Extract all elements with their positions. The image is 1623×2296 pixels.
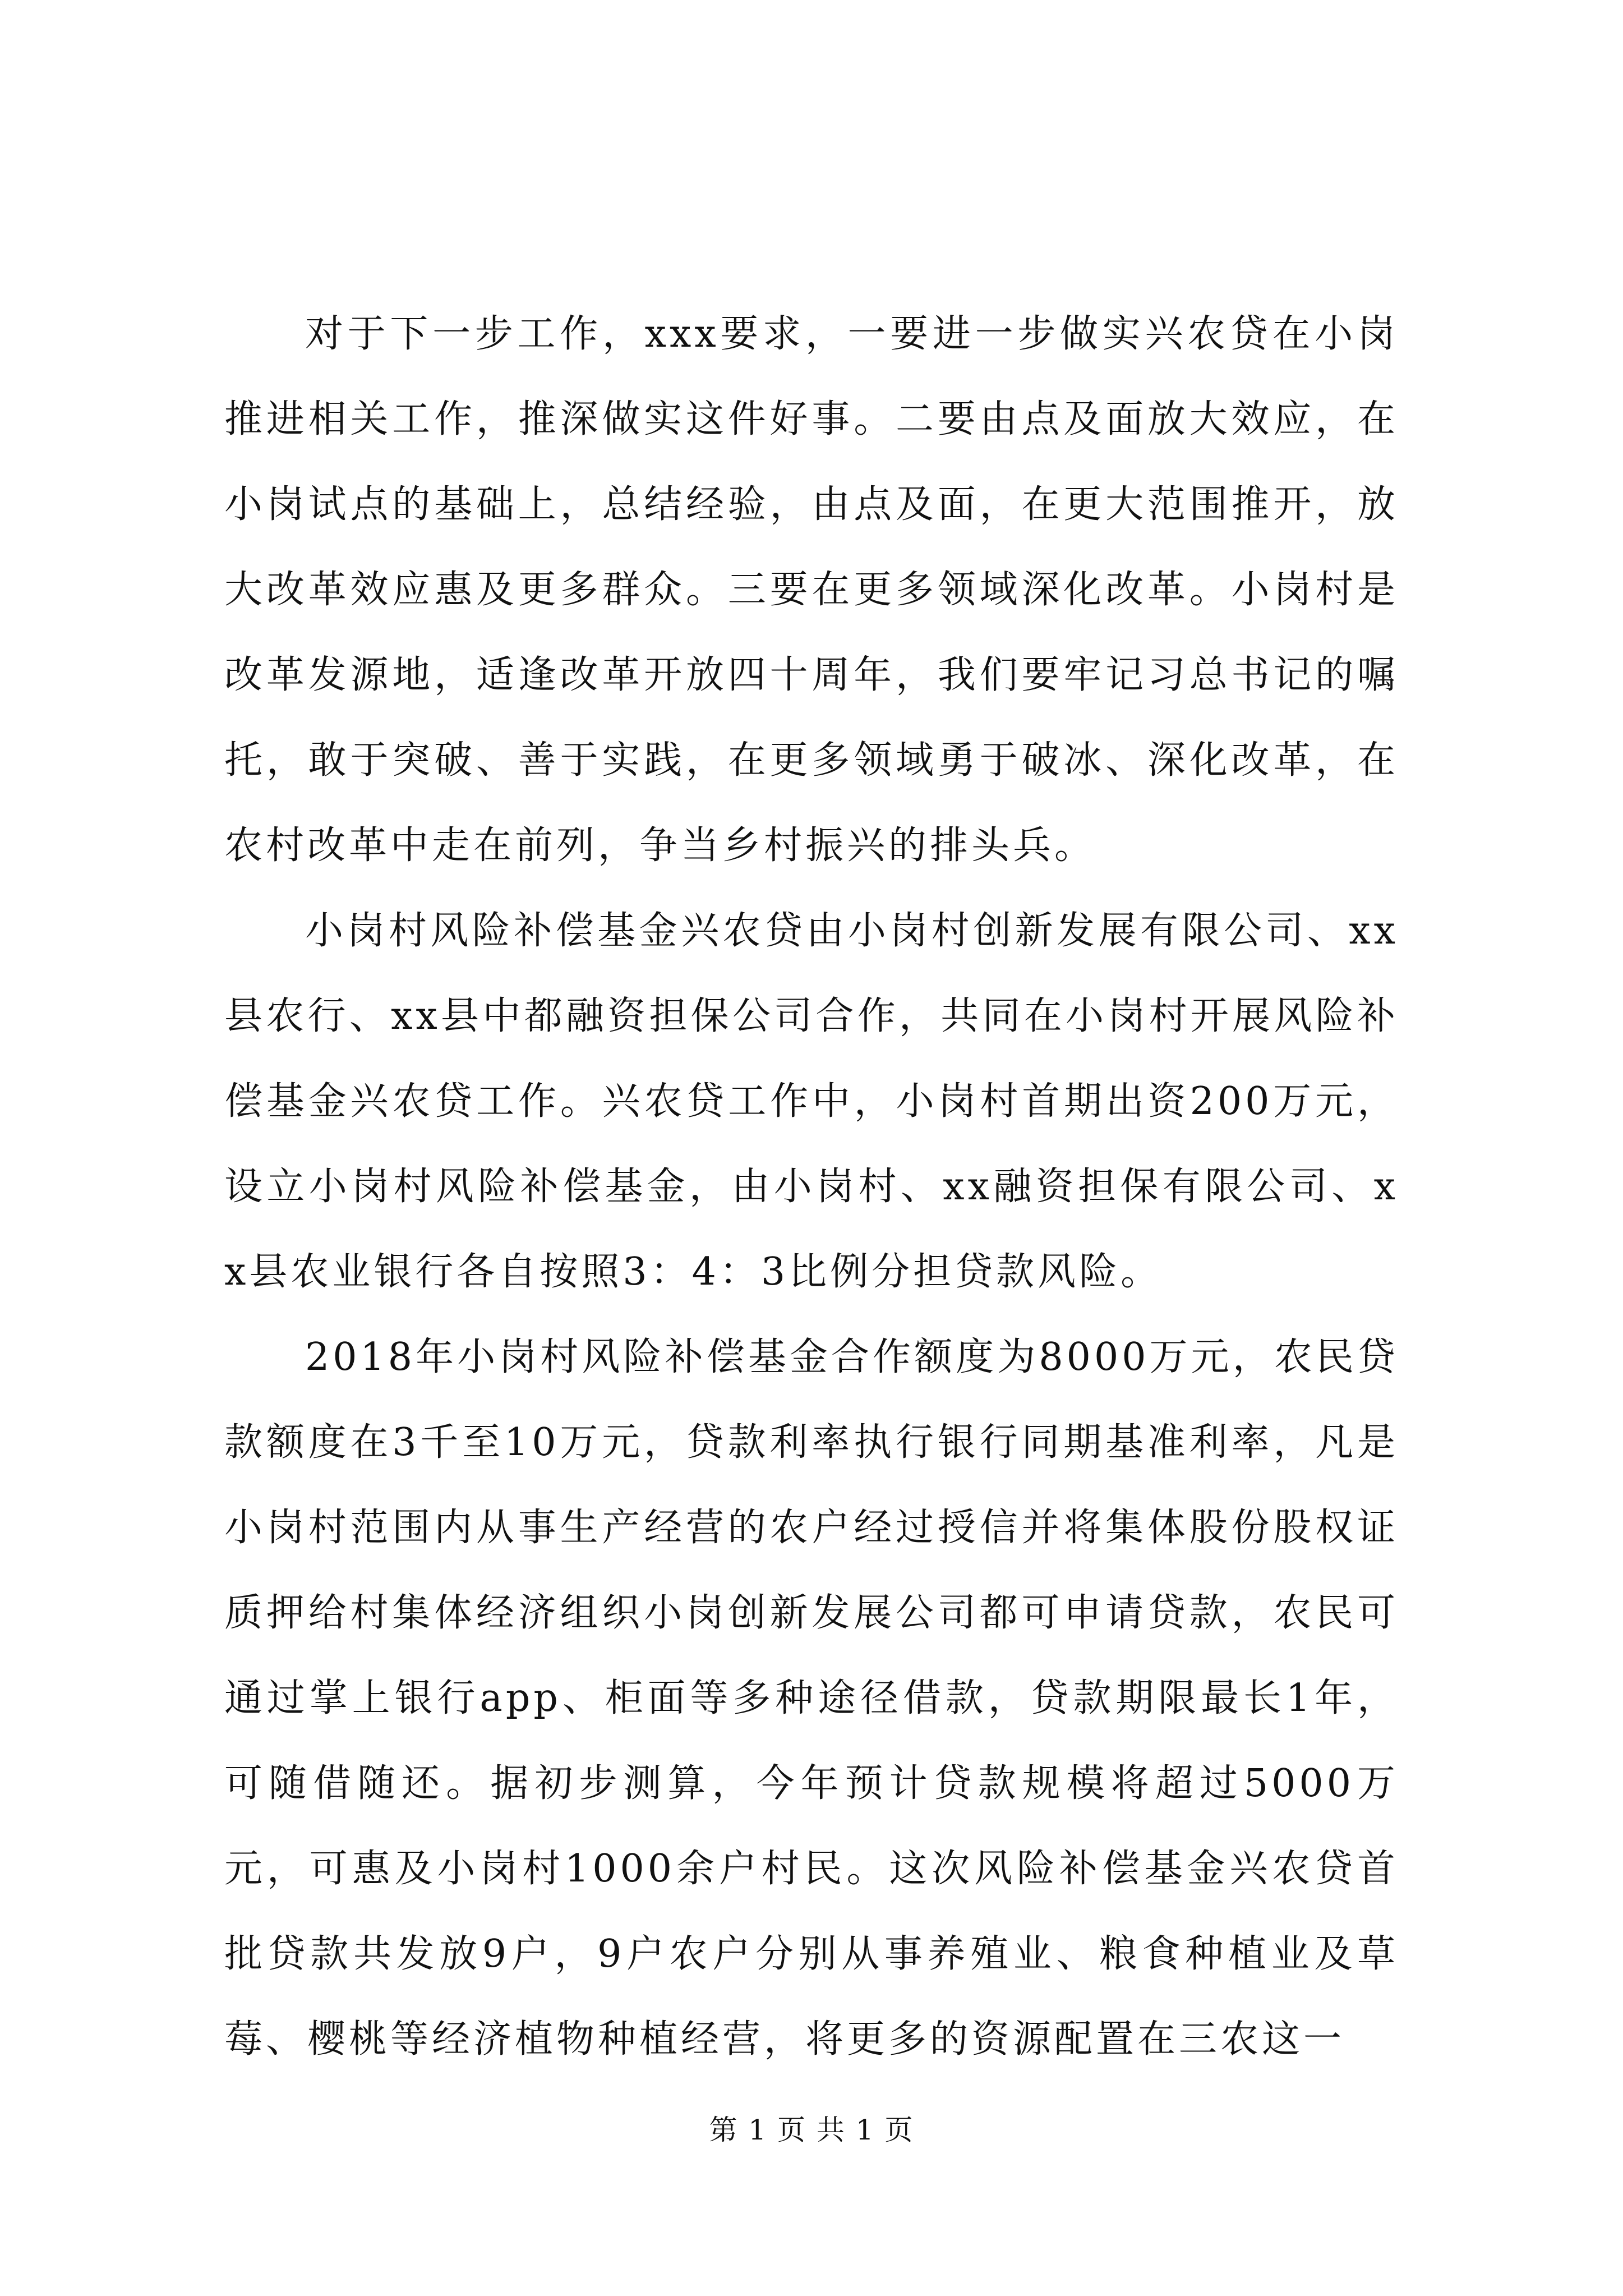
document-body bbox=[224, 292, 1399, 2082]
paragraph-loan-details: 2018年小岗村风险补偿基金合作额度为8000万元，农民贷款额度在3千至10万元，贷款利率执行银行同期基准利率，凡是小岗村范围内从事生产经营的农户经过授信并将集体股份股权证质押给村集体经济组织小岗创新发展公司都可申请贷款，农民可通过掌上银行app、柜面等多种途径借款，贷款期限最长1年，可随借随还。据初步测算，今年预计贷款规模将超过5000万元，可惠及小岗村1000余户村民。这次风险补偿基金兴农贷首批贷款共发放9户，9户农户分别从事养殖业、粮食种植业及草莓、樱桃等经济植物种植经营，将更多的资源配置在三农这一 bbox=[224, 1335, 1399, 2062]
paragraph-risk-fund-partnership: 小岗村风险补偿基金兴农贷由小岗村创新发展有限公司、xx县农行、xx县中都融资担保公司合作，共同在小岗村开展风险补偿基金兴农贷工作。兴农贷工作中，小岗村首期出资200万元，设立小岗村风险补偿基金，由小岗村、xx融资担保有限公司、xx县农业银行各自按照3：4：3比例分担贷款风险。 bbox=[224, 909, 1399, 1294]
page-number-footer: 第 1 页 共 1 页 bbox=[709, 2114, 914, 2146]
paragraph-next-steps: 对于下一步工作，xxx要求，一要进一步做实兴农贷在小岗推进相关工作，推深做实这件好事。二要由点及面放大效应，在小岗试点的基础上，总结经验，由点及面，在更大范围推开，放大改革效应惠及更多群众。三要在更多领域深化改革。小岗村是改革发源地，适逢改革开放四十周年，我们要牢记习总书记的嘱托，敢于突破、善于实践，在更多领域勇于破冰、深化改革，在农村改革中走在前列，争当乡村振兴的排头兵。 bbox=[224, 312, 1399, 868]
